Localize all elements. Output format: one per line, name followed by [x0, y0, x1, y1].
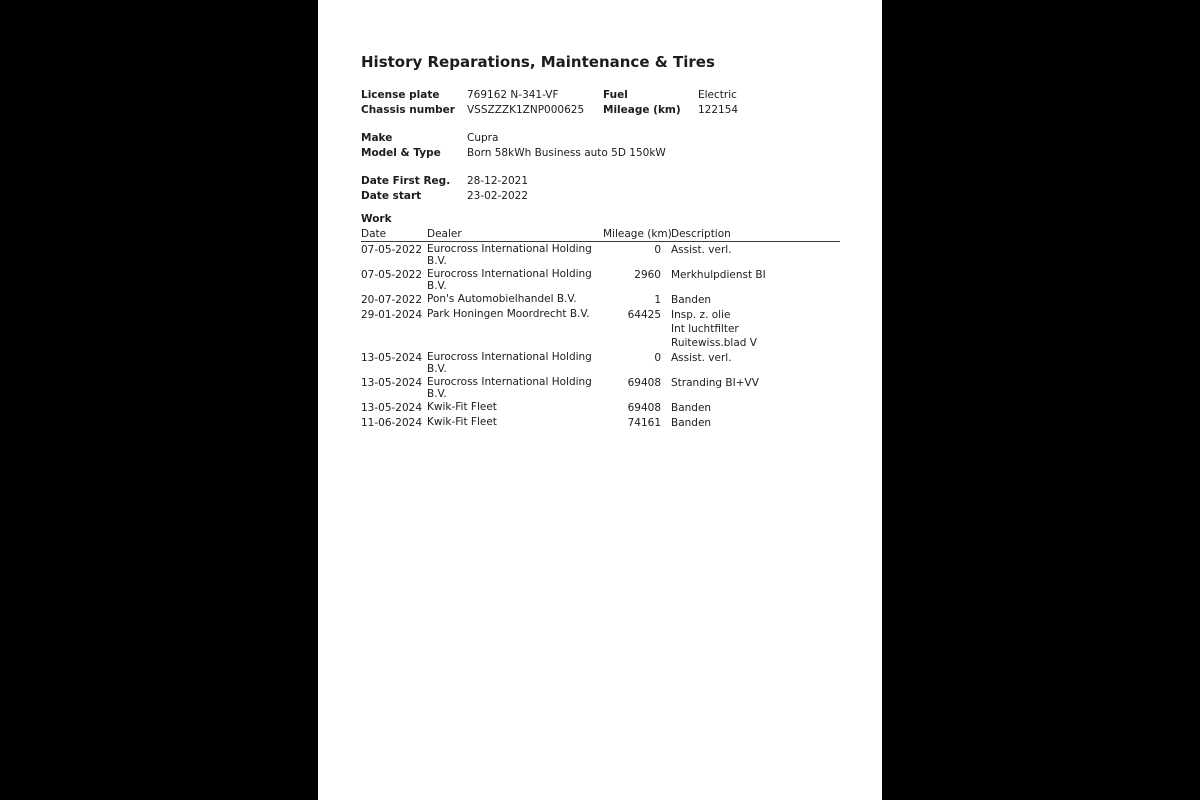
work-table: [361, 229, 840, 431]
column-header-dealer: Dealer: [427, 229, 603, 242]
work-row-dealer: Eurocross International Holding B.V.: [427, 268, 592, 292]
info-line-date-first-reg: [361, 174, 840, 189]
table-row: [361, 416, 840, 431]
work-row-mileage: 0: [654, 352, 661, 364]
work-section-heading: Work: [361, 213, 392, 225]
table-row: [361, 308, 840, 351]
mileage-value: 122154: [698, 104, 739, 116]
work-row-date: 07-05-2022: [361, 269, 423, 281]
work-row-description-line: Merkhulpdienst BI: [671, 269, 766, 281]
license-plate-value: 769162 N-341-VF: [467, 89, 559, 101]
date-first-reg-label: Date First Reg.: [361, 175, 451, 187]
work-row-mileage: 64425: [627, 309, 661, 321]
column-header-description: Description: [661, 229, 840, 242]
work-row-date: 29-01-2024: [361, 309, 423, 321]
document-page: [318, 0, 882, 800]
work-row-dealer: Kwik-Fit Fleet: [427, 416, 497, 428]
license-plate-label: License plate: [361, 89, 440, 101]
work-row-description: [661, 416, 840, 431]
column-header-date: Date: [361, 229, 427, 242]
table-row: [361, 293, 840, 308]
work-row-dealer: Pon's Automobielhandel B.V.: [427, 293, 577, 305]
info-line-license-fuel: [361, 88, 840, 103]
date-start-label: Date start: [361, 190, 422, 202]
work-row-description: [661, 376, 840, 401]
work-row-description: [661, 351, 840, 376]
info-line-make: [361, 131, 840, 146]
work-table-body: [361, 242, 840, 432]
registration-dates-group: [361, 174, 840, 204]
work-row-description: [661, 242, 840, 269]
work-row-date: 13-05-2024: [361, 352, 423, 364]
table-row: [361, 242, 840, 269]
work-row-description-line: Banden: [671, 402, 712, 414]
work-row-description-line: Stranding BI+VV: [671, 377, 759, 389]
table-row: [361, 401, 840, 416]
work-row-mileage: 0: [654, 244, 661, 256]
work-table-header: [361, 229, 840, 242]
table-row: [361, 376, 840, 401]
work-row-dealer: Eurocross International Holding B.V.: [427, 243, 592, 267]
column-header-mileage: Mileage (km): [603, 228, 672, 240]
chassis-number-label: Chassis number: [361, 104, 455, 116]
work-row-description-line: Int luchtfilter: [671, 323, 739, 335]
work-row-description: [661, 401, 840, 416]
table-row: [361, 351, 840, 376]
work-row-date: 13-05-2024: [361, 377, 423, 389]
date-first-reg-value: 28-12-2021: [467, 175, 529, 187]
make-value: Cupra: [467, 132, 499, 144]
fuel-label: Fuel: [603, 89, 628, 101]
work-row-description-line: Ruitewiss.blad V: [671, 337, 757, 349]
make-label: Make: [361, 132, 393, 144]
work-row-description: [661, 293, 840, 308]
work-row-description-line: Banden: [671, 294, 712, 306]
work-row-description-line: Assist. verl.: [671, 352, 732, 364]
model-type-label: Model & Type: [361, 147, 441, 159]
info-line-date-start: [361, 189, 840, 204]
info-line-model-type: [361, 146, 840, 161]
vehicle-identity-group: [361, 88, 840, 118]
work-row-description-line: Banden: [671, 417, 712, 429]
work-row-date: 13-05-2024: [361, 402, 423, 414]
table-row: [361, 268, 840, 293]
work-row-dealer: Eurocross International Holding B.V.: [427, 376, 592, 400]
work-row-mileage: 69408: [627, 402, 661, 414]
work-row-mileage: 74161: [627, 417, 661, 429]
work-table-header-row: [361, 229, 840, 242]
fuel-value: Electric: [698, 89, 737, 101]
mileage-label: Mileage (km): [603, 104, 681, 116]
work-row-date: 07-05-2022: [361, 244, 423, 256]
page-title: History Reparations, Maintenance & Tires: [361, 53, 715, 71]
info-line-chassis-mileage: [361, 103, 840, 118]
work-row-description-line: Assist. verl.: [671, 244, 732, 256]
work-row-date: 11-06-2024: [361, 417, 423, 429]
work-row-mileage: 2960: [634, 269, 661, 281]
work-row-description-line: Insp. z. olie: [671, 309, 731, 321]
work-row-description: [661, 268, 840, 293]
work-row-dealer: Eurocross International Holding B.V.: [427, 351, 592, 375]
date-start-value: 23-02-2022: [467, 190, 529, 202]
work-row-mileage: 69408: [627, 377, 661, 389]
work-row-dealer: Kwik-Fit Fleet: [427, 401, 497, 413]
work-row-description: [661, 308, 840, 351]
work-row-date: 20-07-2022: [361, 294, 423, 306]
work-row-mileage: 1: [654, 294, 661, 306]
vehicle-model-group: [361, 131, 840, 161]
model-type-value: Born 58kWh Business auto 5D 150kW: [467, 147, 666, 159]
chassis-number-value: VSSZZZK1ZNP000625: [467, 104, 585, 116]
work-row-dealer: Park Honingen Moordrecht B.V.: [427, 308, 590, 320]
